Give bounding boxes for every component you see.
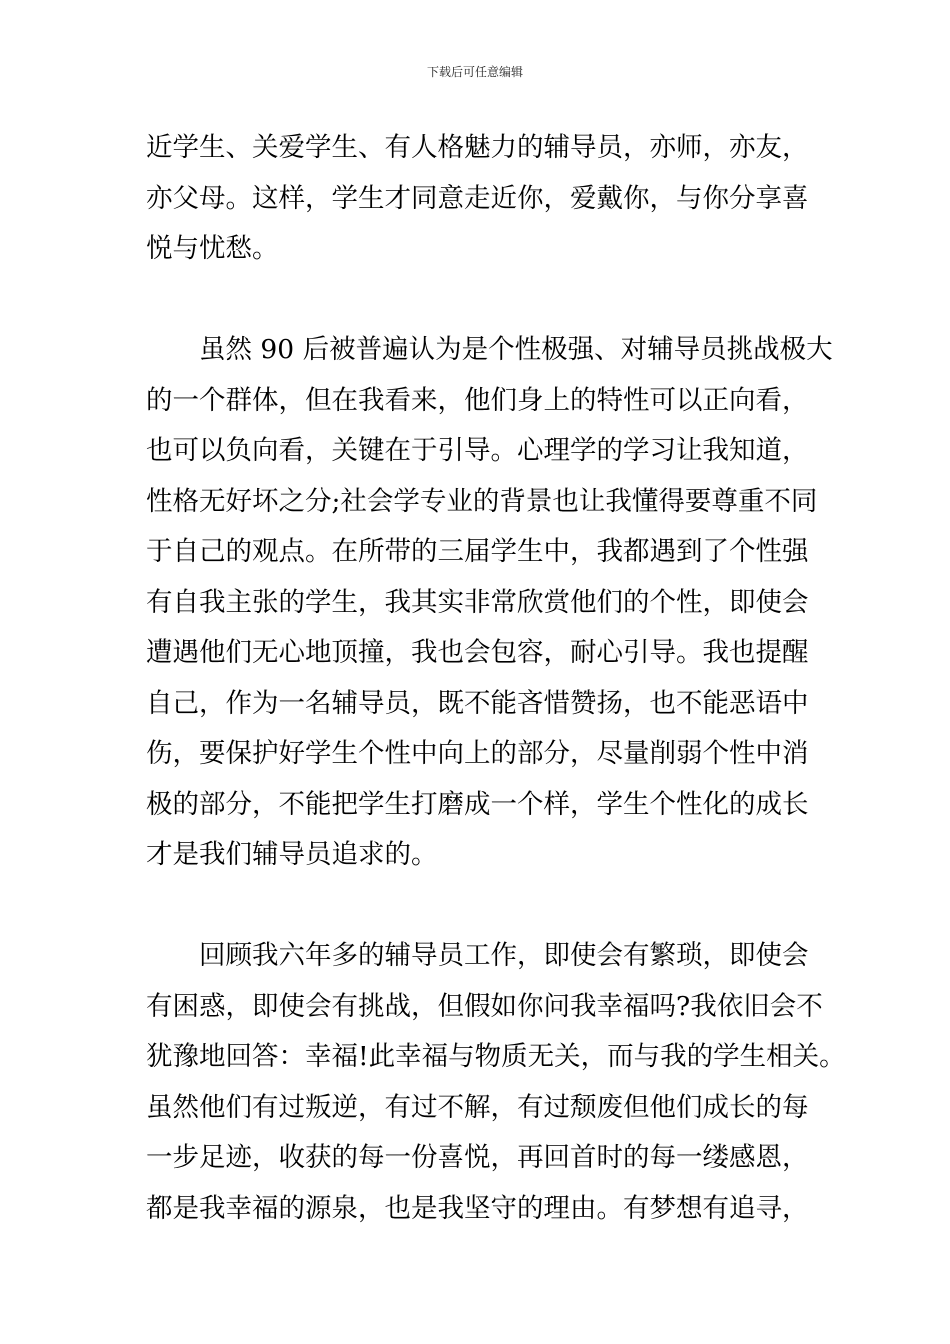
paragraph-3 xyxy=(146,931,846,1234)
text-line: 极的部分，不能把学生打磨成一个样，学生个性化的成长 xyxy=(146,788,809,820)
text-line: 悦与忧愁。 xyxy=(146,233,279,264)
text-line: 回顾我六年多的辅导员工作，即使会有繁琐，即使会 xyxy=(199,940,809,971)
text-line: 有困惑，即使会有挑战，但假如你问我幸福吗?我依旧会不 xyxy=(146,990,823,1022)
text-line: 性格无好坏之分;社会学专业的背景也让我懂得要尊重不同 xyxy=(146,485,818,517)
text-line: 亦父母。这样，学生才同意走近你，爱戴你，与你分享喜 xyxy=(146,182,809,214)
text-line: 于自己的观点。在所带的三届学生中，我都遇到了个性强 xyxy=(146,536,809,567)
paragraph-gap xyxy=(146,275,822,326)
text-line: 犹豫地回答：幸福!此幸福与物质无关，而与我的学生相关。 xyxy=(146,1041,846,1072)
text-line: 自己，作为一名辅导员，既不能吝惜赞扬，也不能恶语中 xyxy=(146,687,809,719)
text-line: 虽然他们有过叛逆，有过不解，有过颓废但他们成长的每 xyxy=(146,1091,809,1123)
text-line: 一步足迹，收获的每一份喜悦，再回首时的每一缕感恩， xyxy=(146,1142,809,1173)
text-line: 的一个群体，但在我看来，他们身上的特性可以正向看， xyxy=(146,384,809,416)
paragraph-gap xyxy=(146,881,822,932)
paragraph-2 xyxy=(146,325,833,881)
page-header-note: 下载后可任意编辑 xyxy=(426,65,523,79)
text-line: 也可以负向看，关键在于引导。心理学的学习让我知道， xyxy=(146,435,809,466)
document-body xyxy=(146,123,846,1234)
paragraph-1 xyxy=(146,123,822,275)
text-line: 遭遇他们无心地顶撞，我也会包容，耐心引导。我也提醒 xyxy=(146,637,809,668)
text-line: 有自我主张的学生，我其实非常欣赏他们的个性，即使会 xyxy=(146,586,809,618)
text-line: 虽然 90 后被普遍认为是个性极强、对辅导员挑战极大 xyxy=(199,334,833,365)
text-line: 都是我幸福的源泉，也是我坚守的理由。有梦想有追寻， xyxy=(146,1192,809,1224)
text-line: 伤，要保护好学生个性中向上的部分，尽量削弱个性中消 xyxy=(146,738,809,769)
text-line: 近学生、关爱学生、有人格魅力的辅导员，亦师，亦友， xyxy=(146,132,809,163)
text-line: 才是我们辅导员追求的。 xyxy=(146,839,438,870)
